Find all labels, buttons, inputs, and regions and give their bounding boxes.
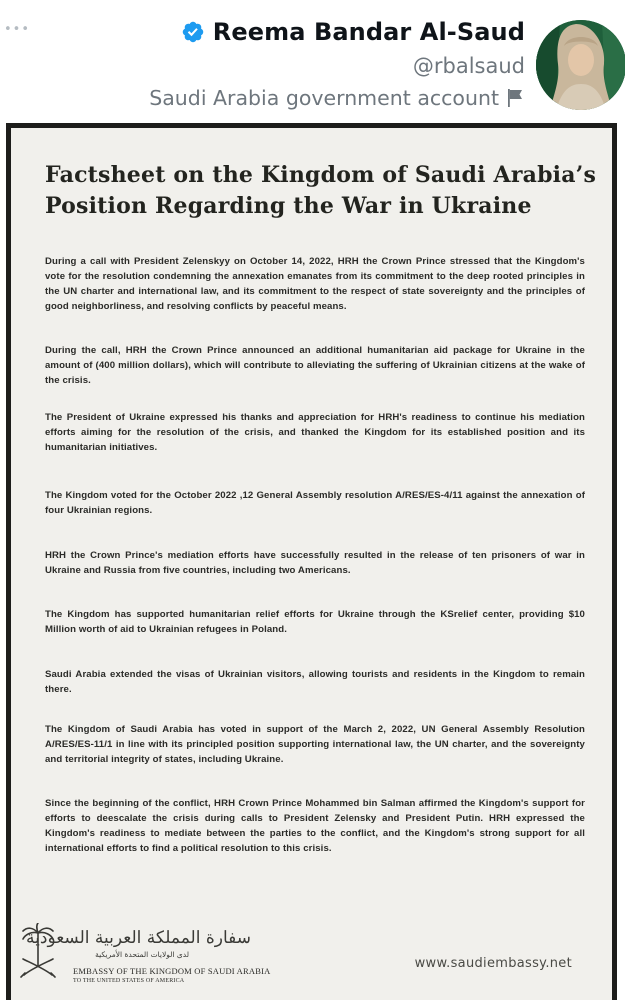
avatar-photo-icon [536, 20, 625, 110]
document-title [45, 160, 605, 222]
document-paragraph: The President of Ukraine expressed his thanks and appreciation for HRH's readiness to continue his mediation efforts aiming for the resolution of the crisis, and thanked the Kingdom for its established position and its humanitarian initiatives. [45, 412, 585, 453]
document-title-line-2: Position Regarding the War in Ukraine [45, 193, 532, 219]
author-handle[interactable]: @rbalsaud [412, 54, 525, 78]
tweet-author-header [149, 14, 525, 114]
document-paragraph: The Kingdom has supported humanitarian relief efforts for Ukraine through the KSrelief center, providing $10 Million worth of aid to Ukrainian refugees in Poland. [45, 609, 585, 635]
verified-badge-icon [181, 20, 205, 44]
document-paragraph: The Kingdom voted for the October 2022 ,12 General Assembly resolution A/RES/ES-4/11 against the annexation of four Ukrainian regions. [45, 490, 585, 516]
document-paragraph: During a call with President Zelenskyy on October 14, 2022, HRH the Crown Prince stressed that the Kingdom's vote for the resolution condemning the annexation emanates from its commitment to the deep rooted principles in the UN charter and international law, and its commitment to the respect of state sovereignty and the principles of good neighborliness, and resolving conflicts by peaceful means. [45, 256, 585, 312]
embassy-english-subtitle: TO THE UNITED STATES OF AMERICA [73, 978, 185, 984]
document-paragraph: The Kingdom of Saudi Arabia has voted in support of the March 2, 2022, UN General Assembly Resolution A/RES/ES-11/1 in line with its principled position supporting international law, the UN charter, and the sovereignty and territorial integrity of states, including Ukraine. [45, 724, 585, 765]
author-name[interactable]: Reema Bandar Al-Saud [212, 18, 525, 46]
document-title-line-1: Factsheet on the Kingdom of Saudi Arabia’s [45, 162, 597, 188]
factsheet-document [6, 123, 617, 1000]
embassy-english-name: EMBASSY OF THE KINGDOM OF SAUDI ARABIA [73, 966, 271, 976]
document-paragraph: During the call, HRH the Crown Prince announced an additional humanitarian aid package for Ukraine in the amount of (400 million dollars), which will contribute to alleviating the suffering of Ukrainian citizens at the wake of the crisis. [45, 345, 585, 386]
flag-icon [507, 88, 525, 108]
government-account-text: Saudi Arabia government account [149, 86, 499, 110]
document-paragraph: Since the beginning of the conflict, HRH Crown Prince Mohammed bin Salman affirmed the Kingdom's support for efforts to deescalate the crisis during calls to President Zelensky and President Putin. HRH expressed the Kingdom's readiness to mediate between the parties to the conflict, and the Kingdom's strong support for all international efforts to find a political resolution to this crisis. [45, 798, 585, 854]
government-account-label[interactable] [149, 82, 525, 114]
embassy-website: www.saudiembassy.net [414, 956, 572, 971]
author-name-row[interactable] [149, 14, 525, 50]
more-options-icon[interactable]: ••• [4, 22, 31, 37]
document-paragraph: Saudi Arabia extended the visas of Ukrainian visitors, allowing tourists and residents in the Kingdom to remain there. [45, 669, 585, 695]
embassy-arabic-name: سفارة المملكة العربية السعودية [26, 928, 251, 948]
embassy-arabic-subtitle: لدى الولايات المتحدة الأمريكية [95, 950, 189, 959]
document-paragraph: HRH the Crown Prince's mediation efforts have successfully resulted in the release of ten prisoners of war in Ukraine and Russia from five countries, including two Americans. [45, 550, 585, 576]
author-avatar[interactable] [536, 20, 625, 110]
